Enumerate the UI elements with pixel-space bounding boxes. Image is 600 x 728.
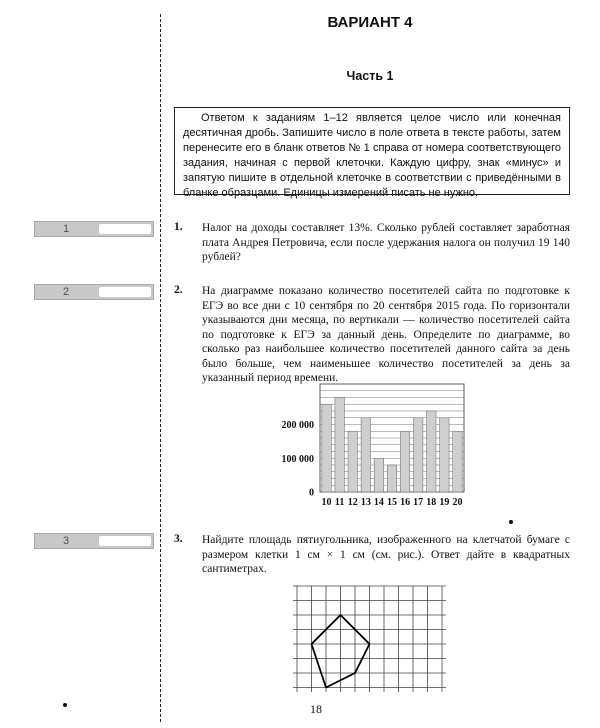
question-text: Найдите площадь пятиугольника, изображенного на клетчатой бумаге с размером клетки 1 см × 1 см (см. рис.). Ответ дайте в квадратных сантиметрах. bbox=[202, 534, 570, 575]
cut-line bbox=[160, 14, 161, 722]
x-tick-label: 11 bbox=[334, 497, 345, 508]
question-number: 2. bbox=[174, 284, 183, 296]
answer-box-2 bbox=[34, 284, 154, 300]
bar bbox=[453, 431, 462, 492]
x-tick-label: 13 bbox=[360, 497, 371, 508]
variant-title: ВАРИАНТ 4 bbox=[327, 14, 413, 31]
answer-box-3 bbox=[34, 533, 154, 549]
answer-box-label: 2 bbox=[62, 286, 70, 298]
bar bbox=[322, 404, 331, 492]
x-tick-label: 18 bbox=[426, 497, 437, 508]
x-tick-label: 12 bbox=[347, 497, 358, 508]
answer-box-label: 1 bbox=[62, 223, 70, 235]
bar bbox=[348, 431, 357, 492]
question-text: На диаграмме показано количество посетителей сайта по подготовке к ЕГЭ во все дни с 10 сентября по 20 сентября 2015 года. По горизонтали указываются дни месяца, по вертикали — количество посетителей сайта по подготовке к ЕГЭ за данный день. Определите по диаграмме, во сколько раз наибольшее количество посетителей данного сайта за день было больше, чем наименьшее количество посетителей за день за указанный период времени. bbox=[202, 285, 570, 384]
bar bbox=[374, 458, 383, 492]
x-tick-label: 10 bbox=[321, 497, 332, 508]
question-text: Налог на доходы составляет 13%. Сколько рублей составляет заработная плата Андрея Петровича, если после удержания налога он получил 19 140 рублей? bbox=[202, 222, 570, 263]
answer-field[interactable] bbox=[99, 536, 151, 546]
bar-chart bbox=[258, 378, 473, 510]
y-tick-label: 200 000 bbox=[281, 420, 314, 431]
y-tick-label: 100 000 bbox=[281, 453, 314, 465]
answer-field[interactable] bbox=[99, 287, 151, 297]
y-tick-label: 0 bbox=[309, 487, 314, 499]
bar bbox=[335, 398, 344, 493]
x-tick-label: 19 bbox=[439, 497, 450, 508]
bar bbox=[413, 418, 422, 492]
answer-box-1 bbox=[34, 221, 154, 237]
part-title: Часть 1 bbox=[346, 69, 394, 83]
x-tick-label: 16 bbox=[400, 497, 411, 508]
x-tick-label: 17 bbox=[413, 497, 424, 508]
bar bbox=[400, 431, 409, 492]
question-number: 3. bbox=[174, 533, 183, 545]
grid-figure bbox=[290, 584, 460, 692]
dot-mark bbox=[509, 520, 513, 524]
dot-mark bbox=[63, 703, 67, 707]
bar bbox=[387, 465, 396, 492]
bar bbox=[440, 418, 449, 492]
x-tick-label: 14 bbox=[373, 497, 384, 508]
x-tick-label: 20 bbox=[452, 497, 463, 508]
bar bbox=[427, 411, 436, 492]
answer-field[interactable] bbox=[99, 224, 151, 234]
x-tick-label: 15 bbox=[387, 497, 397, 508]
instructions-box bbox=[174, 107, 570, 199]
page-number: 18 bbox=[310, 702, 322, 716]
bar bbox=[361, 418, 370, 492]
instructions-text: Ответом к заданиям 1–12 является целое число или конечная десятичная дробь. Запишите число в поле ответа в тексте работы, затем перенесите его в бланк ответов № 1 справа от номера соответствующего задания, начиная с первой клеточки. Каждую цифру, знак «минус» и запятую пишите в отдельной клеточке в соответствии с приведёнными в бланке образцами. Единицы измерений писать не нужно. bbox=[183, 112, 561, 199]
answer-box-label: 3 bbox=[62, 535, 70, 547]
question-number: 1. bbox=[174, 221, 183, 233]
